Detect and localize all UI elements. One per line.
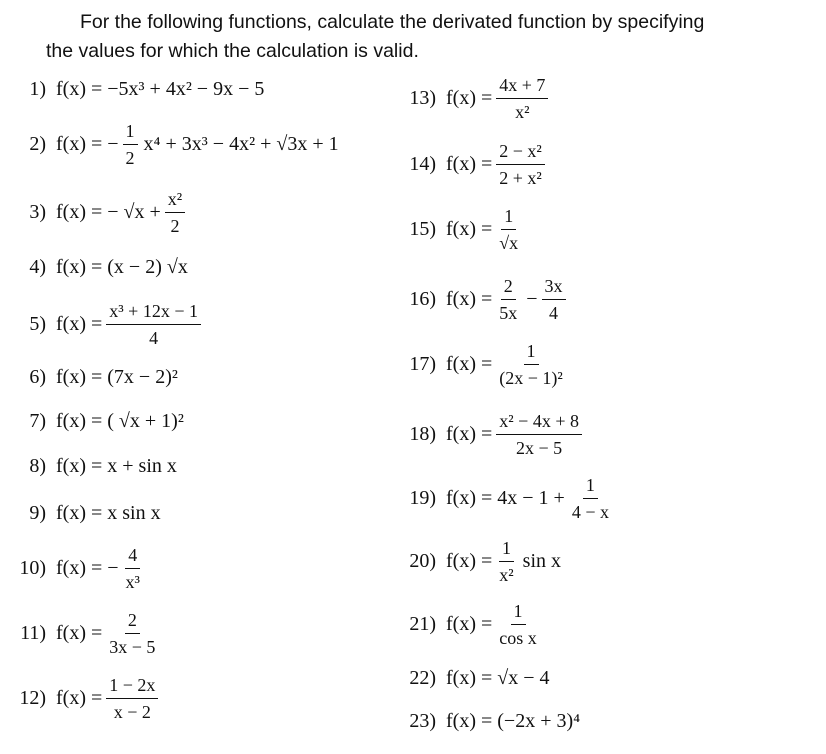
exercise-number: 3) — [29, 201, 46, 223]
exercise-22 — [378, 667, 550, 690]
numerator: 1 — [524, 340, 539, 365]
exercise-number: 14) — [409, 153, 436, 175]
exercise-17 — [378, 340, 570, 389]
instructions-line-1: For the following functions, calculate the derivated function by specifying — [80, 11, 705, 33]
expression: f(x) = (7x − 2)² — [56, 366, 178, 388]
exercise-20 — [378, 537, 561, 586]
exercise-12 — [8, 674, 162, 723]
denominator: (2x − 1)² — [499, 368, 563, 388]
exercise-1 — [18, 78, 264, 101]
exercise-number: 10) — [19, 557, 46, 579]
expression: f(x) = — [446, 423, 493, 445]
expression: f(x) = 4x − 1 + — [446, 487, 565, 509]
exercise-19 — [378, 474, 616, 523]
expression: f(x) = — [446, 218, 493, 240]
expression: f(x) = − — [56, 557, 119, 579]
exercise-number: 8) — [29, 455, 46, 477]
numerator: 4 — [125, 544, 140, 569]
exercise-number: 20) — [409, 550, 436, 572]
numerator: 4x + 7 — [496, 74, 548, 99]
exercise-13 — [378, 74, 552, 123]
exercise-number: 5) — [29, 313, 46, 335]
numerator: x³ + 12x − 1 — [106, 300, 201, 325]
exercise-5 — [18, 300, 205, 349]
exercise-9 — [18, 502, 161, 525]
instructions — [46, 8, 816, 66]
denominator: 2 — [170, 216, 180, 236]
fraction — [496, 275, 520, 324]
numerator: 2 − x² — [496, 140, 545, 165]
expression: f(x) = −5x³ + 4x² − 9x − 5 — [56, 78, 265, 100]
exercise-number: 19) — [409, 487, 436, 509]
fraction — [123, 120, 138, 169]
numerator: x² − 4x + 8 — [496, 410, 582, 435]
fraction — [496, 340, 566, 389]
exercise-number: 9) — [29, 502, 46, 524]
numerator: x² — [165, 188, 185, 213]
fraction — [106, 300, 201, 349]
expression: f(x) = — [56, 313, 103, 335]
denominator: 2x − 5 — [516, 438, 563, 458]
denominator: x − 2 — [113, 702, 151, 722]
expression: f(x) = − √x + — [56, 201, 161, 223]
exercise-number: 7) — [29, 410, 46, 432]
fraction — [165, 188, 185, 237]
expression: f(x) = ( √x + 1)² — [56, 410, 184, 432]
numerator: 1 — [583, 474, 598, 499]
expression-tail: x⁴ + 3x³ − 4x² + √3x + 1 — [143, 133, 339, 155]
fraction — [123, 544, 143, 593]
expression: f(x) = — [56, 687, 103, 709]
exercise-number: 6) — [29, 366, 46, 388]
exercise-number: 22) — [409, 667, 436, 689]
exercise-14 — [378, 140, 549, 189]
exercise-number: 15) — [409, 218, 436, 240]
expression: f(x) = — [446, 87, 493, 109]
exercise-number: 2) — [29, 133, 46, 155]
exercise-15 — [378, 205, 525, 254]
numerator: 1 — [511, 600, 526, 625]
denominator: 3x − 5 — [109, 637, 156, 657]
expression: f(x) = x + sin x — [56, 455, 177, 477]
fraction — [106, 609, 158, 658]
exercise-11 — [8, 609, 162, 658]
exercise-number: 12) — [19, 687, 46, 709]
denominator: x² — [515, 102, 530, 122]
numerator: 1 — [123, 120, 138, 145]
expression-tail: sin x — [522, 550, 562, 572]
numerator: 3x — [542, 275, 566, 300]
fraction — [496, 140, 545, 189]
exercise-number: 16) — [409, 288, 436, 310]
denominator: √x — [499, 233, 519, 253]
exercise-number: 17) — [409, 353, 436, 375]
denominator: 5x — [499, 303, 518, 323]
denominator: 2 + x² — [499, 168, 542, 188]
expression: f(x) = — [56, 622, 103, 644]
numerator: 1 − 2x — [106, 674, 158, 699]
exercise-21 — [378, 600, 544, 649]
exercise-6 — [18, 366, 178, 389]
fraction — [569, 474, 612, 523]
numerator: 2 — [501, 275, 516, 300]
expression: f(x) = √x − 4 — [446, 667, 550, 689]
fraction — [496, 74, 548, 123]
fraction — [496, 600, 540, 649]
fraction — [496, 205, 521, 254]
numerator: 2 — [125, 609, 140, 634]
exercise-8 — [18, 455, 177, 478]
expression: f(x) = (−2x + 3)⁴ — [446, 710, 581, 732]
expression: f(x) = — [446, 353, 493, 375]
exercise-7 — [18, 410, 184, 433]
instructions-line-2: the values for which the calculation is valid. — [46, 40, 419, 62]
exercise-number: 21) — [409, 613, 436, 635]
exercise-16 — [378, 275, 570, 324]
exercise-23 — [378, 710, 580, 733]
denominator: 2 — [125, 148, 135, 168]
expression: f(x) = — [446, 153, 493, 175]
denominator: cos x — [499, 628, 537, 648]
fraction — [106, 674, 158, 723]
exercise-number: 23) — [409, 710, 436, 732]
denominator: 4 — [549, 303, 559, 323]
denominator: x² — [499, 565, 514, 585]
exercise-number: 13) — [409, 87, 436, 109]
expression: f(x) = (x − 2) √x — [56, 256, 188, 278]
fraction — [496, 537, 516, 586]
denominator: 4 — [149, 328, 159, 348]
exercise-4 — [18, 256, 188, 279]
exercise-number: 1) — [29, 78, 46, 100]
denominator: 4 − x — [571, 502, 609, 522]
expression: f(x) = x sin x — [56, 502, 161, 524]
fraction — [496, 410, 582, 459]
exercise-2 — [18, 120, 339, 169]
exercise-10 — [8, 544, 147, 593]
numerator: 1 — [501, 205, 516, 230]
expression: f(x) = — [446, 613, 493, 635]
minus-sign: − — [526, 288, 538, 310]
denominator: x³ — [125, 572, 140, 592]
expression: f(x) = — [446, 288, 493, 310]
exercise-number: 11) — [20, 622, 46, 644]
expression: f(x) = − — [56, 133, 119, 155]
exercise-number: 18) — [409, 423, 436, 445]
exercise-18 — [378, 410, 586, 459]
fraction-2 — [542, 275, 566, 324]
exercise-3 — [18, 188, 189, 237]
numerator: 1 — [499, 537, 514, 562]
exercise-number: 4) — [29, 256, 46, 278]
expression: f(x) = — [446, 550, 493, 572]
